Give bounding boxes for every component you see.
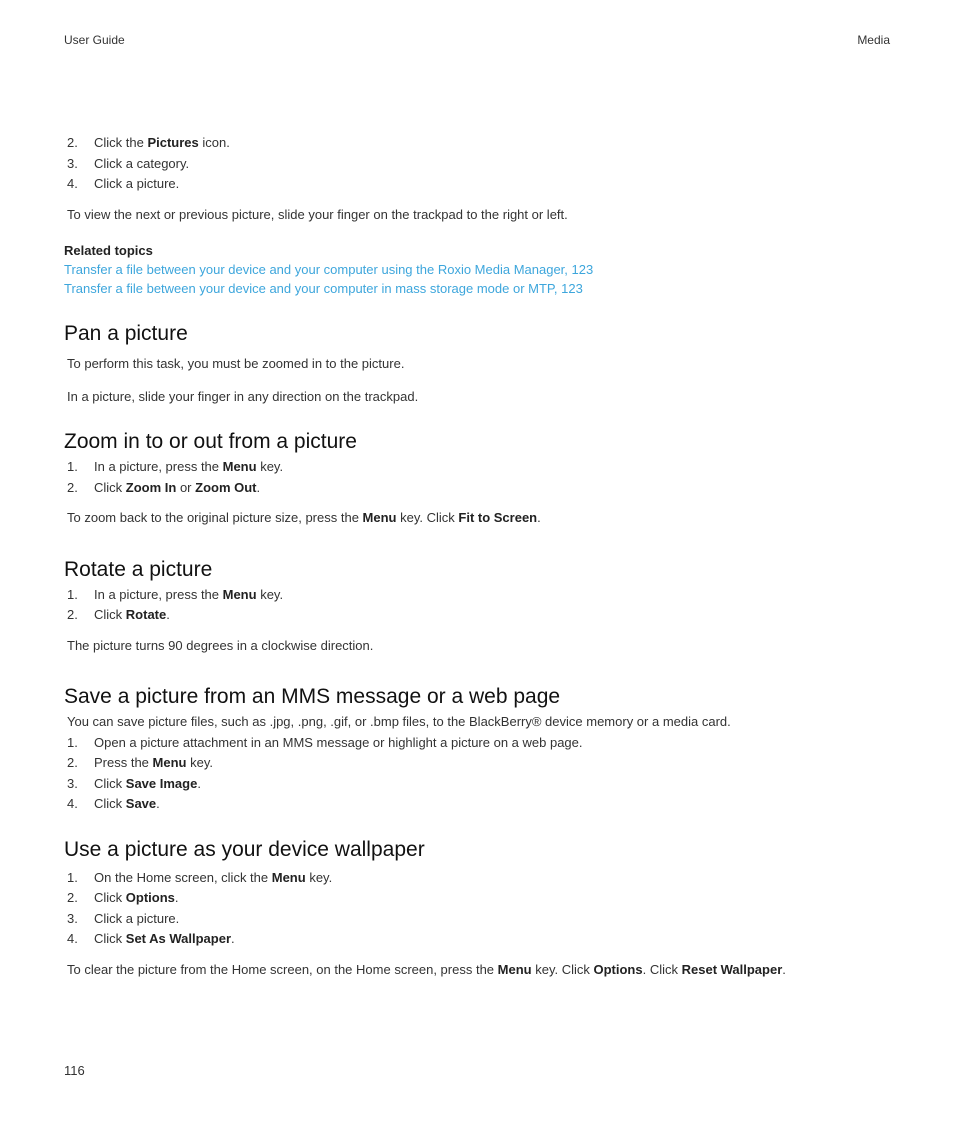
note-text: To zoom back to the original picture size, press the	[67, 510, 363, 525]
page-number: 116	[64, 1063, 85, 1078]
step-bold: Rotate	[125, 607, 167, 622]
note-bold: Fit to Screen	[458, 510, 538, 525]
step-text: Click	[94, 796, 126, 811]
list-item	[64, 909, 890, 930]
step-number: 1.	[67, 734, 78, 750]
note-bold: Options	[593, 961, 643, 977]
note-text: . Click	[642, 961, 682, 977]
section-title-rotate: Rotate a picture	[64, 557, 213, 581]
header-doc-title: User Guide	[64, 33, 125, 47]
step-text: .	[231, 931, 235, 946]
step-text: Click	[94, 479, 126, 495]
list-item	[64, 753, 890, 774]
list-item	[64, 585, 890, 606]
section-title-pan: Pan a picture	[64, 322, 188, 345]
step-bold: Menu	[271, 869, 306, 885]
step-bold: Zoom In	[125, 479, 177, 495]
list-item	[64, 929, 890, 950]
step-text: .	[197, 775, 201, 791]
step-text: In a picture, press the	[94, 586, 223, 602]
step-number: 3.	[67, 155, 78, 171]
note-text: .	[782, 961, 786, 977]
step-text: key.	[305, 869, 333, 885]
list-item	[64, 868, 890, 889]
step-bold: Set As Wallpaper	[125, 931, 232, 946]
step-number: 3.	[67, 910, 78, 926]
wallpaper-note	[64, 960, 890, 981]
step-bold: Menu	[152, 755, 187, 770]
related-link-mass-storage[interactable]: Transfer a file between your device and your computer in mass storage mode or MTP, 123	[64, 281, 583, 296]
rotate-note: The picture turns 90 degrees in a clockwise direction.	[67, 637, 374, 653]
step-number: 4.	[67, 796, 78, 811]
step-bold: Menu	[222, 459, 257, 474]
section-title-wallpaper: Use a picture as your device wallpaper	[64, 837, 425, 861]
step-bold: Save Image	[125, 775, 198, 791]
zoom-steps	[64, 457, 890, 498]
step-number: 1.	[67, 459, 78, 474]
step-number: 1.	[67, 586, 78, 602]
save-intro: You can save picture files, such as .jpg, .png, .gif, or .bmp files, to the BlackBerry® device memory or a media card.	[67, 714, 731, 729]
step-text: key.	[256, 459, 284, 474]
step-number: 2.	[67, 890, 78, 905]
section-title-save: Save a picture from an MMS message or a web page	[64, 685, 561, 708]
section-title-zoom: Zoom in to or out from a picture	[64, 430, 357, 453]
step-number: 4.	[67, 176, 78, 191]
list-item	[64, 733, 890, 754]
list-item	[64, 154, 890, 175]
step-bold: Options	[125, 890, 175, 905]
page-content	[64, 133, 890, 980]
step-number: 2.	[67, 479, 78, 495]
step-bold: Zoom Out	[195, 479, 257, 495]
list-item	[64, 457, 890, 478]
wallpaper-steps	[64, 868, 890, 950]
step-bold: Save	[125, 796, 157, 811]
step-text: Click a category.	[94, 155, 190, 171]
step-text: Click	[94, 607, 126, 622]
list-item	[64, 794, 890, 815]
step-text: key.	[186, 755, 213, 770]
note-bold: Reset Wallpaper	[681, 961, 783, 977]
step-text: .	[166, 607, 170, 622]
note-text: key. Click	[531, 961, 594, 977]
step-text: or	[176, 479, 196, 495]
step-text: Click a picture.	[94, 910, 180, 926]
step-text: .	[174, 890, 179, 905]
step-text: Click a picture.	[94, 176, 180, 191]
intro-steps	[64, 133, 890, 195]
pan-prerequisite: To perform this task, you must be zoomed in to the picture.	[67, 356, 405, 371]
step-number: 1.	[67, 869, 78, 885]
step-text: Click	[94, 775, 126, 791]
list-item	[64, 888, 890, 909]
step-text: Press the	[94, 755, 153, 770]
step-text: Click the	[94, 135, 148, 150]
pan-instruction: In a picture, slide your finger in any direction on the trackpad.	[67, 388, 419, 404]
step-bold: Pictures	[147, 135, 199, 150]
list-item	[64, 605, 890, 626]
step-number: 2.	[67, 135, 78, 150]
step-number: 4.	[67, 931, 78, 946]
step-text: Open a picture attachment in an MMS message or highlight a picture on a web page.	[94, 734, 583, 750]
save-steps	[64, 733, 890, 815]
list-item	[64, 133, 890, 154]
step-text: Click	[94, 931, 126, 946]
rotate-steps	[64, 585, 890, 626]
note-bold: Menu	[497, 961, 532, 977]
intro-note: To view the next or previous picture, slide your finger on the trackpad to the right or left.	[67, 206, 568, 222]
zoom-note	[64, 508, 890, 529]
step-number: 2.	[67, 755, 78, 770]
list-item	[64, 774, 890, 795]
step-bold: Menu	[222, 586, 257, 602]
note-text: To clear the picture from the Home screen, on the Home screen, press the	[67, 961, 498, 977]
step-text: In a picture, press the	[94, 459, 223, 474]
step-text: On the Home screen, click the	[94, 869, 272, 885]
step-text: icon.	[198, 135, 230, 150]
related-link-roxio[interactable]: Transfer a file between your device and your computer using the Roxio Media Manager, 123	[64, 262, 594, 277]
related-topics-heading: Related topics	[64, 243, 153, 258]
note-bold: Menu	[362, 510, 397, 525]
note-text: .	[537, 510, 541, 525]
step-text: .	[256, 479, 261, 495]
step-number: 2.	[67, 607, 78, 622]
step-text: .	[156, 796, 160, 811]
header-section-title: Media	[857, 33, 890, 47]
step-number: 3.	[67, 775, 78, 791]
list-item	[64, 478, 890, 499]
step-text: Click	[94, 890, 126, 905]
note-text: key. Click	[396, 510, 459, 525]
step-text: key.	[256, 586, 284, 602]
list-item	[64, 174, 890, 195]
